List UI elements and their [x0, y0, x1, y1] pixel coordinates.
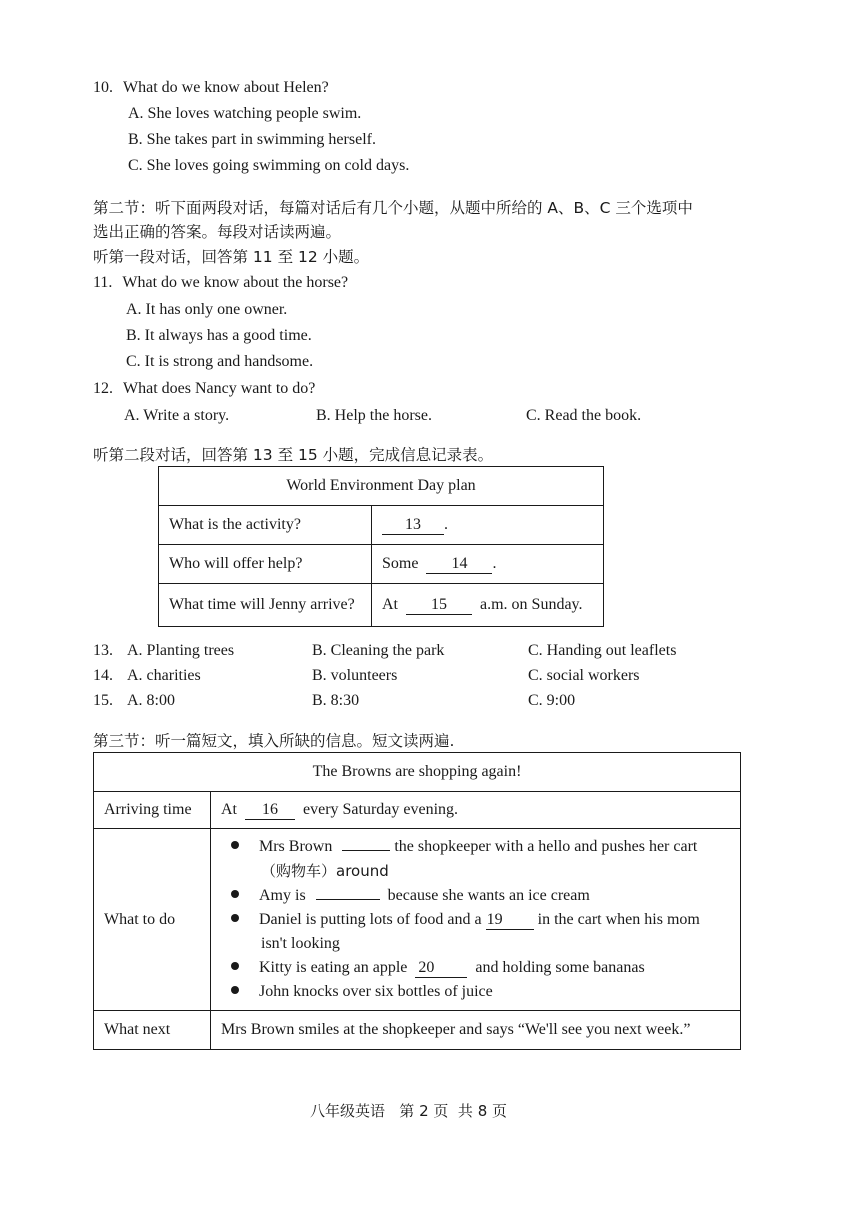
- option-c: C. It is strong and handsome.: [126, 353, 314, 370]
- answer-blank: 20: [415, 959, 467, 978]
- table-title: World Environment Day plan: [159, 467, 604, 506]
- table-row: [94, 1011, 741, 1050]
- row-label: What is the activity?: [159, 506, 372, 545]
- question-12: [93, 379, 315, 399]
- question-15: 15. A. 8:00: [93, 692, 175, 709]
- answer-blank: 16: [245, 801, 295, 820]
- section2-instruction-line2: 选出正确的答案。每段对话读两遍。: [93, 223, 342, 241]
- bullet-icon: [231, 962, 239, 970]
- option-c: C. social workers: [528, 667, 640, 684]
- question-14: 14. A. charities: [93, 667, 201, 684]
- section2-instruction-line1: 第二节：听下面两段对话，每篇对话后有几个小题，从题中所给的 A、B、C 三个选项中: [93, 199, 693, 217]
- row-label: Arriving time: [94, 792, 211, 829]
- option-a: A. She loves watching people swim.: [128, 105, 362, 122]
- question-text: What do we know about Helen?: [123, 79, 329, 96]
- section3-instruction: 第三节：听一篇短文，填入所缺的信息。短文读两遍.: [93, 732, 455, 750]
- bullet-icon: [231, 890, 239, 898]
- answer-blank: [316, 899, 380, 900]
- bullet-icon: [231, 841, 239, 849]
- question-13: 13. A. Planting trees: [93, 642, 235, 659]
- answer-blank: 15: [406, 596, 472, 615]
- row-value: Mrs Brown smiles at the shopkeeper and says “We'll see you next week.”: [211, 1011, 741, 1050]
- browns-shopping-table: [93, 752, 741, 1050]
- answer-blank: 19: [486, 911, 534, 930]
- row-value: At 16 every Saturday evening.: [211, 792, 741, 829]
- answer-blank: [342, 850, 390, 851]
- option-b: B. Cleaning the park: [312, 642, 445, 659]
- option-c: C. Read the book.: [526, 407, 642, 424]
- table-title: The Browns are shopping again!: [94, 753, 741, 792]
- question-text: What do we know about the horse?: [122, 274, 349, 291]
- option-a: A. 8:00: [127, 692, 175, 709]
- bullet-list: [221, 835, 730, 1004]
- question-11: [93, 273, 348, 293]
- bullet-icon: [231, 986, 239, 994]
- environment-day-table: [158, 466, 604, 627]
- question-text: What does Nancy want to do?: [123, 380, 316, 397]
- option-c: C. Handing out leaflets: [528, 642, 677, 659]
- answer-blank: 14: [426, 555, 492, 574]
- list-item: Amy is because she wants an ice cream: [221, 884, 730, 908]
- table-row: [94, 829, 741, 1011]
- question-10: [93, 78, 329, 98]
- list-item: Daniel is putting lots of food and a 19 in the cart when his mom isn't looking: [221, 908, 730, 956]
- option-a: A. Planting trees: [127, 642, 235, 659]
- table-row: [159, 584, 604, 627]
- option-b: B. volunteers: [312, 667, 398, 684]
- option-a: A. It has only one owner.: [126, 301, 288, 318]
- dialogue1-intro: 听第一段对话，回答第 11 至 12 小题。: [93, 248, 370, 266]
- question-number: 12.: [93, 380, 113, 397]
- row-label: What time will Jenny arrive?: [159, 584, 372, 627]
- row-label: Who will offer help?: [159, 545, 372, 584]
- question-number: 10.: [93, 79, 113, 96]
- row-value: Some 14 .: [372, 545, 604, 584]
- table-row: [159, 545, 604, 584]
- option-a: A. Write a story.: [124, 407, 230, 424]
- row-value: 13 .: [372, 506, 604, 545]
- option-b: B. It always has a good time.: [126, 327, 312, 344]
- dialogue2-intro: 听第二段对话，回答第 13 至 15 小题，完成信息记录表。: [93, 446, 494, 464]
- option-b: B. 8:30: [312, 692, 360, 709]
- option-a: A. charities: [127, 667, 201, 684]
- bullet-icon: [231, 914, 239, 922]
- option-b: B. Help the horse.: [316, 407, 432, 424]
- option-c: C. She loves going swimming on cold days.: [128, 157, 410, 174]
- table-row: [159, 506, 604, 545]
- row-label: What next: [94, 1011, 211, 1050]
- question-number: 11.: [93, 274, 113, 291]
- row-label: What to do: [94, 829, 211, 1011]
- row-value: At 15 a.m. on Sunday.: [372, 584, 604, 627]
- list-item: Kitty is eating an apple 20 and holding some bananas: [221, 956, 730, 980]
- option-b: B. She takes part in swimming herself.: [128, 131, 376, 148]
- table-row: [94, 792, 741, 829]
- option-c: C. 9:00: [528, 692, 576, 709]
- list-item: John knocks over six bottles of juice: [221, 980, 730, 1004]
- answer-blank: 13: [382, 516, 444, 535]
- row-value: [211, 829, 741, 1011]
- page-footer: 八年级英语 第 2 页 共 8 页: [310, 1102, 508, 1120]
- list-item: Mrs Brown the shopkeeper with a hello and pushes her cart （购物车）around: [221, 835, 730, 884]
